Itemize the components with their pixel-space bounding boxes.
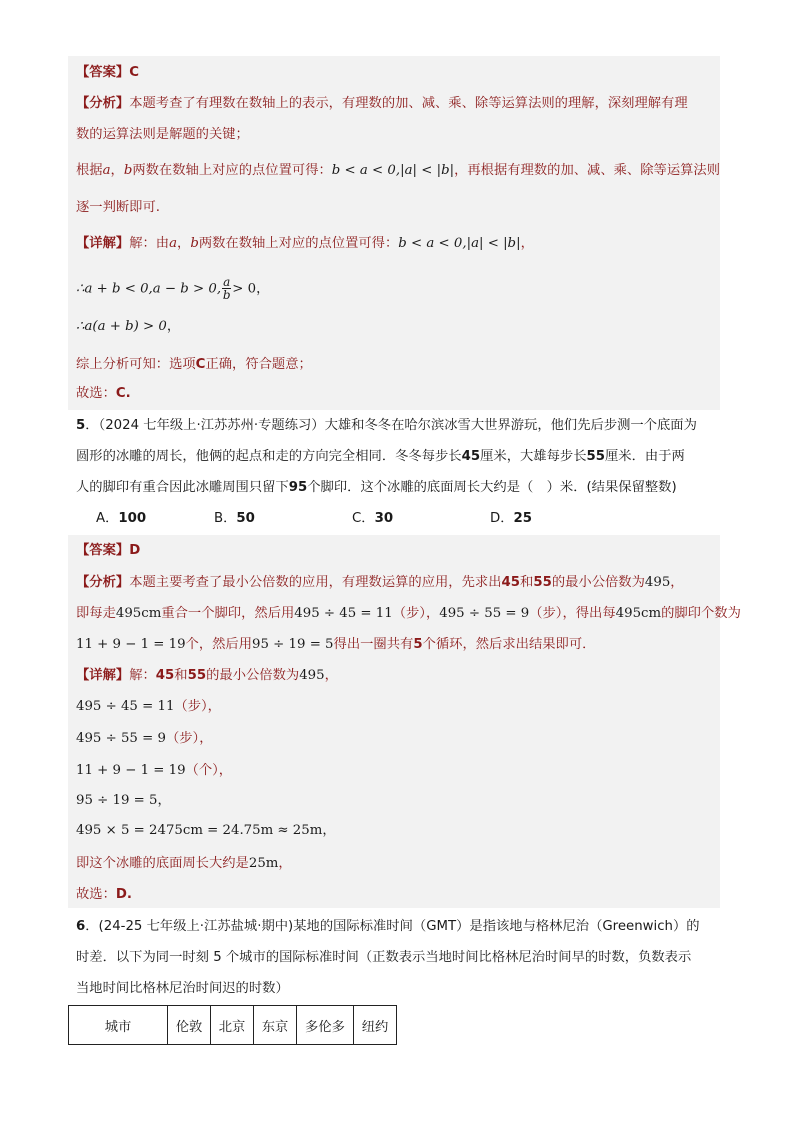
conclusion-option: C <box>195 357 206 372</box>
fraction-a-over-b <box>222 276 231 301</box>
choose-value: C. <box>115 386 131 401</box>
question-text: 时差．以下为同一时刻 5 个城市的国际标准时间（正数表示当地时间比格林尼治时间早的时数，负数表示 <box>76 950 692 965</box>
reason-text: 两数在数轴上对应的点位置可得： <box>132 163 332 178</box>
step-unit: ， <box>157 793 171 808</box>
step-math: 495 ÷ 45 = 11 <box>76 699 175 714</box>
q5-stem-line2 <box>76 448 685 466</box>
city-time-table <box>68 1005 397 1045</box>
distance-value: 495cm <box>615 606 662 621</box>
q4-step2 <box>76 318 180 336</box>
lcm-value: 495 <box>644 575 671 590</box>
q4-conclusion <box>76 356 312 374</box>
analysis-text: 重合一个脚印，然后用 <box>161 606 295 621</box>
analysis-tag: 【分析】 <box>76 96 130 111</box>
step-unit: （步）， <box>165 731 213 746</box>
reason-text: 逐一判断即可. <box>76 200 161 215</box>
analysis-text: 本题考查了有理数在数轴上的表示，有理数的加、减、乘、除等运算法则的理解，深刻理解有理 <box>129 96 688 111</box>
question-text: 某地的国际标准时间（GMT）是指该地与格林尼治（Greenwich）的 <box>293 919 700 934</box>
question-number: 5 <box>76 418 86 433</box>
condition-math: b < a < 0,|a| < |b| <box>331 163 455 178</box>
lcm-value: 495 <box>299 668 325 683</box>
calc-math: 495 ÷ 55 = 9 <box>439 606 530 621</box>
analysis-text: （步），得出每 <box>529 606 616 621</box>
detail-text: 和 <box>174 668 188 683</box>
choose-text: 故选： <box>76 386 116 401</box>
q6-stem-line1 <box>76 918 700 936</box>
q5-stem-line3 <box>76 479 677 497</box>
analysis-tag: 【分析】 <box>76 575 130 590</box>
detail-text: 的最小公倍数为 <box>206 668 300 683</box>
table-cell: 多伦多 <box>297 1006 354 1045</box>
option-letter: D． <box>490 511 514 526</box>
final-text: ， <box>278 856 292 871</box>
option-letter: A． <box>96 511 119 526</box>
number-95: 95 <box>288 480 308 495</box>
q5-stem-line1 <box>76 417 697 435</box>
q4-choose <box>76 385 131 403</box>
question-text: 厘米，大雄每步长 <box>480 449 587 464</box>
q4-analysis-line1 <box>76 95 688 113</box>
fraction-numerator: a <box>223 275 231 289</box>
step-unit: （个）， <box>185 763 233 778</box>
question-number: 6 <box>76 919 86 934</box>
answer-value: D <box>129 543 141 558</box>
option-value: 100 <box>118 511 147 526</box>
final-value: 25m <box>248 856 279 871</box>
answer-tag: 【答案】 <box>76 65 130 80</box>
answer-value: C <box>129 65 139 80</box>
condition-math: b < a < 0,|a| < |b| <box>398 236 521 251</box>
detail-text: 解： <box>129 668 156 683</box>
fraction-denominator: b <box>222 288 231 302</box>
detail-tag: 【详解】 <box>76 668 130 683</box>
option-value: 50 <box>236 511 255 526</box>
step-math: 495 × 5 = 2475cm = 24.75m ≈ 25m <box>76 823 323 838</box>
step-math: 495 ÷ 55 = 9 <box>76 731 166 746</box>
step-math: > 0 <box>232 281 257 297</box>
q4-step1 <box>76 276 269 301</box>
question-text: 大雄和冬冬在哈尔滨冰雪大世界游玩，他们先后步测一个底面为 <box>324 418 697 433</box>
analysis-text: 得出一圈共有 <box>333 637 414 652</box>
analysis-text: 的脚印个数为 <box>661 606 741 621</box>
option-value: 30 <box>374 511 394 526</box>
analysis-text: 和 <box>520 575 534 590</box>
question-text: 个脚印．这个冰雕的底面周长大约是（ ）米．(结果保留整数) <box>307 480 677 495</box>
q5-step <box>76 822 336 840</box>
analysis-text: ， <box>670 575 684 590</box>
calc-math: 495 ÷ 45 = 11 <box>294 606 393 621</box>
conclusion-text: 正确，符合题意； <box>205 357 312 372</box>
number-45: 45 <box>501 575 521 590</box>
answer-tag: 【答案】 <box>76 543 130 558</box>
q5-option-a[interactable] <box>96 510 146 528</box>
q4-analysis-line2 <box>76 126 249 144</box>
q4-detail-line <box>76 235 534 253</box>
distance-value: 495cm <box>115 606 162 621</box>
table-cell: 伦敦 <box>168 1006 211 1045</box>
question-source: ．(24-25 七年级上·江苏盐城·期中) <box>85 919 294 934</box>
q5-detail-line <box>76 667 338 685</box>
q5-step <box>76 730 213 748</box>
q5-final-line <box>76 855 292 873</box>
q5-option-d[interactable] <box>490 510 532 528</box>
option-letter: C． <box>352 511 375 526</box>
table-header-cell: 城市 <box>69 1006 168 1045</box>
calc-math: 11 + 9 − 1 = 19 <box>76 637 186 652</box>
question-text: 当地时间比格林尼治时间迟的时数） <box>76 981 289 996</box>
comma: ， <box>110 163 124 178</box>
step-math: ∴a(a + b) > 0 <box>76 319 167 334</box>
step-math: 11 + 9 − 1 = 19 <box>76 763 186 778</box>
q5-step <box>76 792 171 810</box>
analysis-text: 个循环，然后求出结果即可． <box>422 637 596 652</box>
choose-value: D. <box>115 887 132 902</box>
q5-option-b[interactable] <box>214 510 255 528</box>
table-cell: 纽约 <box>354 1006 397 1045</box>
q4-reason-line2 <box>76 199 160 217</box>
analysis-text: 个，然后用 <box>185 637 253 652</box>
analysis-text: 数的运算法则是解题的关键； <box>76 127 249 142</box>
var-a: a <box>169 236 178 251</box>
question-text: 圆形的冰雕的周长，他俩的起点和走的方向完全相同．冬冬每步长 <box>76 449 462 464</box>
detail-text: 解：由 <box>129 236 170 251</box>
detail-text: ， <box>520 236 534 251</box>
q6-stem-line2 <box>76 949 691 967</box>
final-text: 即这个冰雕的底面周长大约是 <box>76 856 249 871</box>
analysis-text: 本题主要考查了最小公倍数的应用，有理数运算的应用，先求出 <box>129 575 502 590</box>
reason-text: ，再根据有理数的加、减、乘、除等运算法则 <box>454 163 721 178</box>
q5-analysis-line2 <box>76 605 741 623</box>
q4-reason-line1 <box>76 162 720 180</box>
table-cell: 北京 <box>211 1006 254 1045</box>
var-b: b <box>123 163 133 178</box>
q5-step <box>76 762 232 780</box>
q6-stem-line3 <box>76 980 289 998</box>
step-unit: ， <box>322 823 336 838</box>
analysis-text: （步）， <box>392 606 440 621</box>
q5-option-c[interactable] <box>352 510 393 528</box>
question-source: ．（2024 七年级上·江苏苏州·专题练习） <box>85 418 325 433</box>
step-punct: ， <box>166 319 181 334</box>
detail-tag: 【详解】 <box>76 236 130 251</box>
step-math: ∴a + b < 0,a − b > 0, <box>76 281 222 297</box>
analysis-text: 的最小公倍数为 <box>551 575 645 590</box>
choose-text: 故选： <box>76 887 116 902</box>
detail-text: 两数在数轴上对应的点位置可得： <box>198 236 399 251</box>
step-punct: ， <box>256 281 270 297</box>
number-5: 5 <box>413 637 423 652</box>
q5-answer-line <box>76 542 140 560</box>
analysis-text: 即每走 <box>76 606 116 621</box>
var-a: a <box>102 163 111 178</box>
q5-step <box>76 698 221 716</box>
number-45: 45 <box>155 668 175 683</box>
comma: ， <box>177 236 191 251</box>
reason-text: 根据 <box>76 163 103 178</box>
number-55: 55 <box>533 575 552 590</box>
step-unit: （步）， <box>174 699 221 714</box>
number-55: 55 <box>586 449 606 464</box>
number-45: 45 <box>461 449 481 464</box>
question-text: 人的脚印有重合因此冰雕周围只留下 <box>76 480 289 495</box>
q5-analysis-line3 <box>76 636 595 654</box>
q5-choose <box>76 886 132 904</box>
step-math: 95 ÷ 19 = 5 <box>76 793 158 808</box>
conclusion-text: 综上分析可知：选项 <box>76 357 196 372</box>
detail-text: ， <box>324 668 338 683</box>
table-cell: 东京 <box>254 1006 297 1045</box>
calc-math: 95 ÷ 19 = 5 <box>252 637 334 652</box>
table-row <box>69 1006 397 1045</box>
q5-analysis-line1 <box>76 574 684 592</box>
option-letter: B． <box>214 511 237 526</box>
question-text: 厘米．由于两 <box>605 449 685 464</box>
number-55: 55 <box>187 668 207 683</box>
var-b: b <box>190 236 199 251</box>
q4-answer-line <box>76 64 139 82</box>
option-value: 25 <box>513 511 533 526</box>
